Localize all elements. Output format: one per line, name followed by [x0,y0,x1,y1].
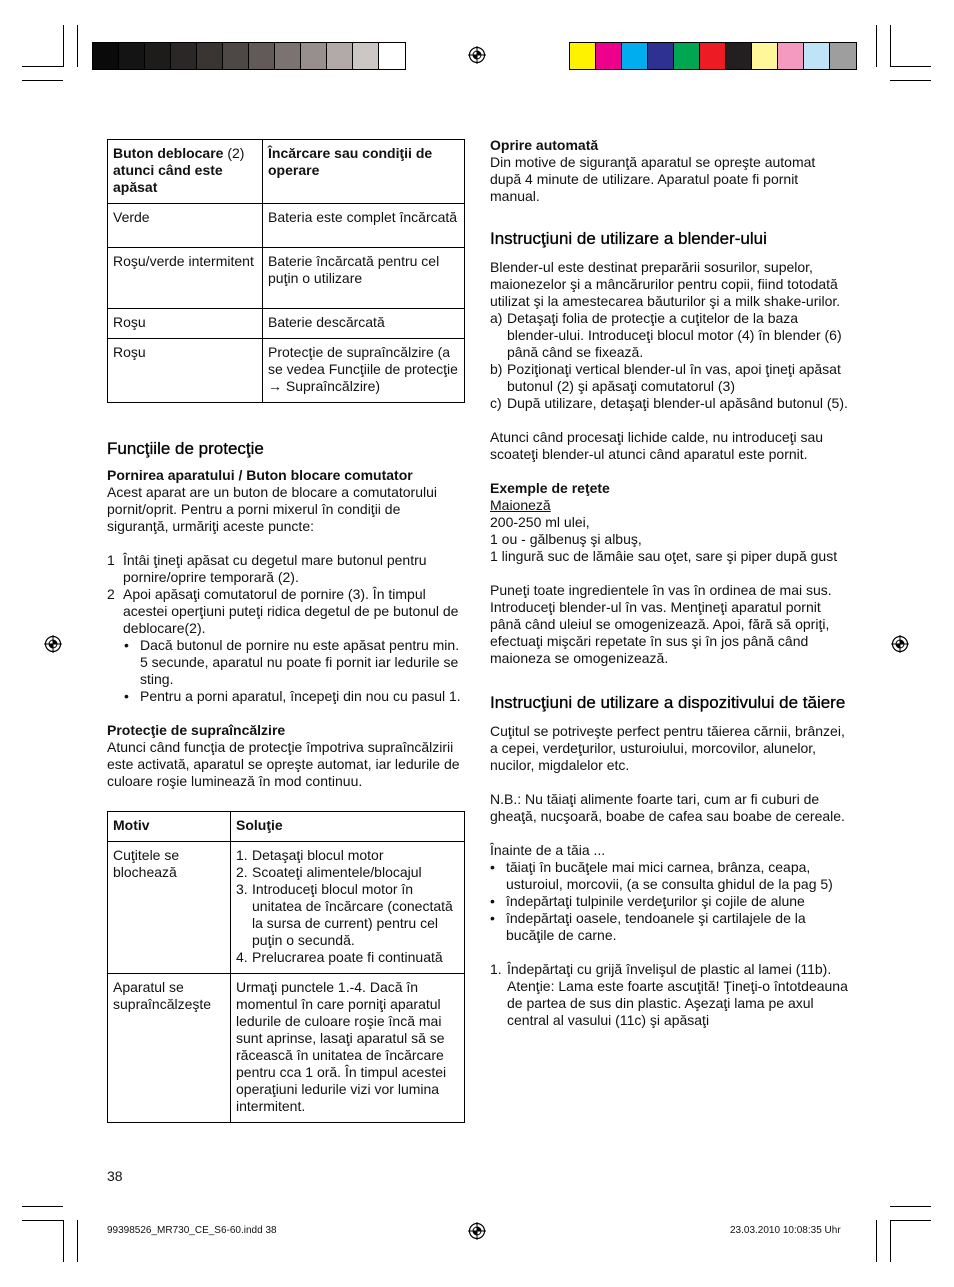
recipe-line: 200-250 ml ulei, [490,514,590,530]
table-cell [231,842,465,974]
crop-mark [890,80,931,81]
crop-mark [876,25,877,67]
section-heading: Funcţiile de protecţie [107,439,264,458]
list-item: • îndepărtaţi oasele, tendoanele şi cartilajele de la bucăţile de carne. [490,910,806,943]
table-header-row [108,140,465,204]
crop-mark [890,1220,931,1221]
crop-mark [890,66,931,67]
list-item: 2 Apoi apăsaţi comutatorul de pornire (3). În timpul acestei operţiuni puteţi ridica degetul de pe butonul de deblocare(2). [107,586,459,636]
subheading: Oprire automată [490,137,599,153]
table-cell: Baterie descărcată [263,309,465,339]
table-row [108,248,465,309]
page-number: 38 [107,1168,123,1184]
table-cell: Protecţie de supraîncălzire (a se vedea Funcţiile de protecţie → Supraîncălzire) [263,339,465,403]
right-column [490,137,850,1029]
paragraph: N.B.: Nu tăiaţi alimente foarte tari, cum ar fi cuburi de gheaţă, nucşoară, boabe de cafea sau boabe de cereale. [490,791,845,824]
subheading: Pornirea aparatului / Buton blocare comutator [107,467,413,483]
numbered-list [107,552,465,637]
list-item: 1. Îndepărtaţi cu grijă învelişul de plastic al lamei (11b). Atenţie: Lama este foarte ascuţită! Ţineţi-o întotdeauna de partea de sus din plastic. Aşezaţi lama pe axul central al vasului (11c) şi apăsaţi [490,961,848,1028]
subheading: Exemple de reţete [490,480,610,496]
footer-file-name: 99398526_MR730_CE_S6-60.indd 38 [107,1225,277,1236]
list-item: b) Poziţionaţi vertical blender-ul în vas, apoi ţineţi apăsat butonul (2) şi apăsaţi comutatorul (3) [490,361,841,394]
list-item: • îndepărtaţi tulpinile verdeţurilor şi cojile de alune [490,893,805,909]
table-header-cell: Motiv [108,812,231,842]
list-item: 3. Introduceţi blocul motor în unitatea de încărcare (conectată la sursa de current) pentru cel puţin o secundă. [236,881,453,948]
color-swatch [726,43,752,69]
list-item: a) Detaşaţi folia de protecţie a cuţitelor de la baza blender-ului. Introduceţi blocul motor (4) în blender (6) până când se fixează. [490,310,842,360]
color-swatch [353,43,379,69]
table-cell: Urmaţi punctele 1.-4. Dacă în momentul în care porniţi aparatul ledurile de culoare roşie încă mai sunt aprinse, lasaţi aparatul să se răcească în unitatea de încărcare pentru cca 1 oră. În timpul acestei operaţiuni ledurile vizi vor lumina intermitent. [231,974,465,1123]
registration-mark-icon [891,635,909,653]
bullet-list [107,637,465,705]
subheading: Protecţie de supraîncălzire [107,722,286,738]
color-swatch [249,43,275,69]
paragraph: Acest aparat are un buton de blocare a comutatorului pornit/oprit. Pentru a porni mixerul în condiţii de siguranţă, urmăriţi aceste puncte: [107,484,437,534]
grayscale-color-bar [92,42,406,70]
table-cell: Cuţitele se blochează [108,842,231,974]
crop-mark [63,25,64,67]
table-row [108,204,465,248]
registration-mark-icon [44,635,62,653]
crop-mark [890,25,891,67]
crop-mark [77,25,78,67]
color-swatch [596,43,622,69]
list-item: c) După utilizare, detaşaţi blender-ul apăsând butonul (5). [490,395,848,411]
troubleshooting-table [107,811,465,1123]
paragraph: Blender-ul este destinat preparării sosurilor, supelor, maionezelor şi a mâncărurilor pentru copii, fiind totodată utilizat şi la amestecarea băuturilor şi a milk shake-urilor. [490,259,841,309]
crop-mark [22,66,63,67]
color-swatch [223,43,249,69]
crop-mark [890,1206,931,1207]
list-item: 1. Detaşaţi blocul motor [236,847,384,863]
process-color-bar [569,42,857,70]
color-swatch [778,43,804,69]
registration-mark-icon [468,46,486,64]
lettered-list [490,310,850,412]
table-header-cell: Încărcare sau condiţii de operare [263,140,465,204]
table-row [108,339,465,403]
footer-timestamp: 23.03.2010 10:08:35 Uhr [730,1225,841,1236]
crop-mark [63,1220,64,1262]
color-swatch [674,43,700,69]
list-item: 2. Scoateţi alimentele/blocajul [236,864,422,880]
color-swatch [700,43,726,69]
color-swatch [327,43,353,69]
table-row [108,974,465,1123]
paragraph: Puneţi toate ingredientele în vas în ordinea de mai sus. Introduceţi blender-ul în vas. Menţineţi aparatul pornit până când uleiul se omogenizează. Apoi, fără să opriţi, efectuaţi mişcări repetate în sus şi în jos până când maioneza se omogenizează. [490,582,832,666]
table-cell: Roşu/verde intermitent [108,248,263,309]
recipe-line: 1 lingură suc de lămâie sau oţet, sare şi piper după gust [490,548,838,564]
table-cell: Baterie încărcată pentru cel puţin o utilizare [263,248,465,309]
table-cell: Verde [108,204,263,248]
paragraph: Atunci când procesaţi lichide calde, nu introduceţi sau scoateţi blender-ul atunci când aparatul este pornit. [490,429,824,462]
paragraph: Înainte de a tăia ... [490,842,606,858]
section-heading: Instrucţiuni de utilizare a dispozitivului de tăiere [490,693,846,712]
crop-mark [77,1220,78,1262]
color-swatch [379,43,405,69]
list-item: 4. Prelucrarea poate fi continuată [236,949,443,965]
color-swatch [301,43,327,69]
crop-mark [22,80,63,81]
table-header-cell: Soluţie [231,812,465,842]
bullet-list [490,859,850,944]
crop-mark [876,1220,877,1262]
crop-mark [22,1206,63,1207]
section-heading: Instrucţiuni de utilizare a blender-ului [490,229,767,248]
color-swatch [752,43,778,69]
color-swatch [197,43,223,69]
paragraph: Cuţitul se potriveşte perfect pentru tăierea cărnii, brânzei, a cepei, verdeţurilor, usturoiului, morcovilor, alunelor, nucilor, migdalelor etc. [490,723,845,773]
color-swatch [830,43,856,69]
color-swatch [275,43,301,69]
color-swatch [145,43,171,69]
color-swatch [622,43,648,69]
color-swatch [119,43,145,69]
color-swatch [570,43,596,69]
charging-status-table [107,139,465,403]
table-header-row [108,812,465,842]
table-cell: Aparatul se supraîncălzeşte [108,974,231,1123]
list-item: • Dacă butonul de pornire nu este apăsat pentru min. 5 secunde, aparatul nu poate fi pornit iar ledurile se sting. [124,637,460,687]
recipe-title: Maioneză [490,497,551,513]
color-swatch [171,43,197,69]
table-cell: Roşu [108,309,263,339]
table-row [108,309,465,339]
paragraph: Din motive de siguranţă aparatul se opreşte automat după 4 minute de utilizare. Aparatul poate fi pornit manual. [490,154,816,204]
crop-mark [22,1220,63,1221]
left-column [107,139,465,1123]
table-cell: Roşu [108,339,263,403]
color-swatch [804,43,830,69]
color-swatch [648,43,674,69]
list-item: • Pentru a porni aparatul, începeţi din nou cu pasul 1. [124,688,461,704]
table-cell: Bateria este complet încărcată [263,204,465,248]
list-item: 1 Întâi ţineţi apăsat cu degetul mare butonul pentru pornire/oprire temporară (2). [107,552,427,585]
table-row [108,842,465,974]
table-header-cell: Buton deblocare (2) atunci când este apăsat [108,140,263,204]
crop-mark [890,1220,891,1262]
registration-mark-icon [468,1222,486,1240]
list-item: • tăiaţi în bucăţele mai mici carnea, brânza, ceapa, usturoiul, morcovii, (a se consulta ghidul de la pag 5) [490,859,833,892]
color-swatch [93,43,119,69]
recipe-line: 1 ou - gălbenuş şi albuş, [490,531,642,547]
paragraph: Atunci când funcţia de protecţie împotriva supraîncălzirii este activată, aparatul se opreşte automat, iar ledurile de culoare roşie luminează în mod continuu. [107,739,460,789]
